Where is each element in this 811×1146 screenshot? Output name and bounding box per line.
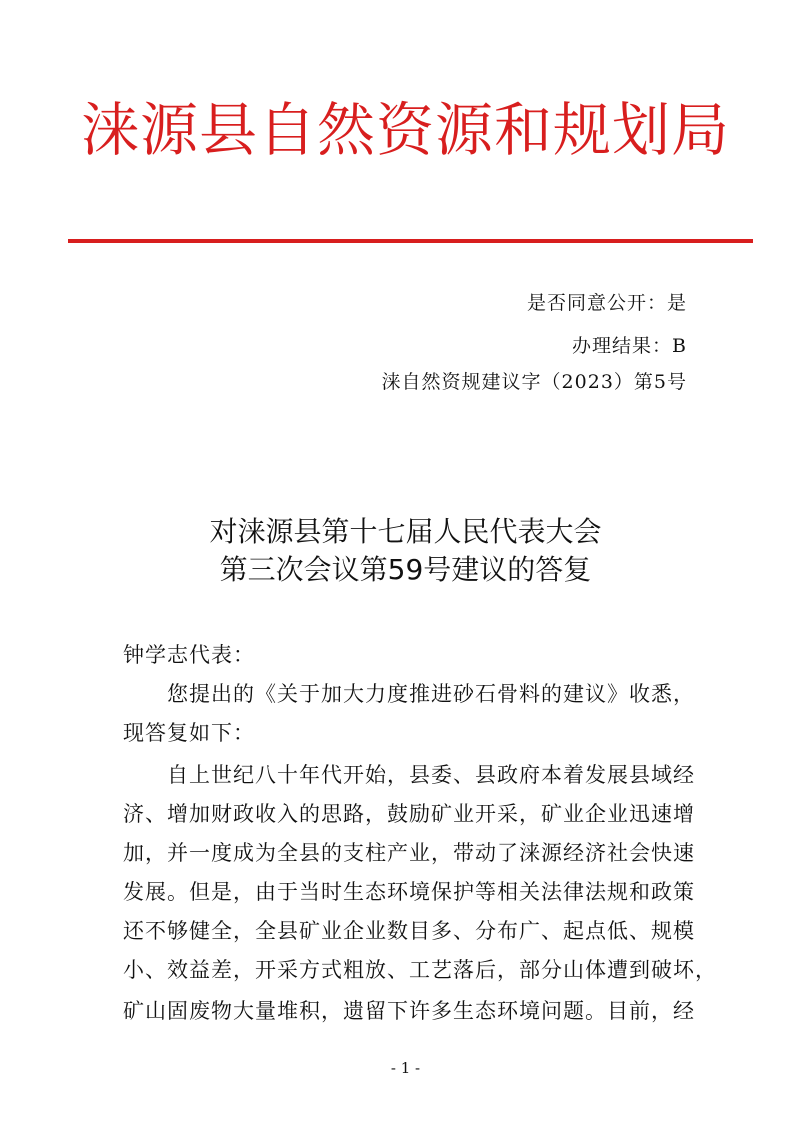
body-line: 济、增加财政收入的思路，鼓励矿业开采，矿业企业迅速增	[123, 802, 695, 826]
document-number-line: 涞自然资规建议字（2023）第5号	[381, 371, 687, 393]
body-line: 小、效益差，开采方式粗放、工艺落后，部分山体遭到破坏，	[123, 958, 717, 982]
body-line: 发展。但是，由于当时生态环境保护等相关法律法规和政策	[123, 880, 695, 904]
body-line: 加，并一度成为全县的支柱产业，带动了涞源经济社会快速	[123, 841, 695, 865]
header-red-rule	[68, 239, 753, 243]
handling-result-line: 办理结果：B	[572, 335, 687, 357]
agency-name-header: 涞源县自然资源和规划局	[80, 96, 730, 164]
body-line: 自上世纪八十年代开始，县委、县政府本着发展县域经	[123, 763, 695, 787]
body-line: 现答复如下：	[123, 721, 255, 745]
body-line: 矿山固废物大量堆积，遗留下许多生态环境问题。目前，经	[123, 999, 695, 1023]
page-number: - 1 -	[390, 1059, 421, 1077]
salutation: 钟学志代表：	[123, 643, 255, 667]
body-line: 还不够健全，全县矿业企业数目多、分布广、起点低、规模	[123, 919, 695, 943]
public-consent-line: 是否同意公开：是	[526, 292, 687, 314]
document-title-line-1: 对涞源县第十七届人民代表大会	[209, 515, 602, 548]
document-title-line-2: 第三次会议第59号建议的答复	[219, 553, 592, 586]
body-line: 您提出的《关于加大力度推进砂石骨料的建议》收悉，	[123, 682, 695, 706]
